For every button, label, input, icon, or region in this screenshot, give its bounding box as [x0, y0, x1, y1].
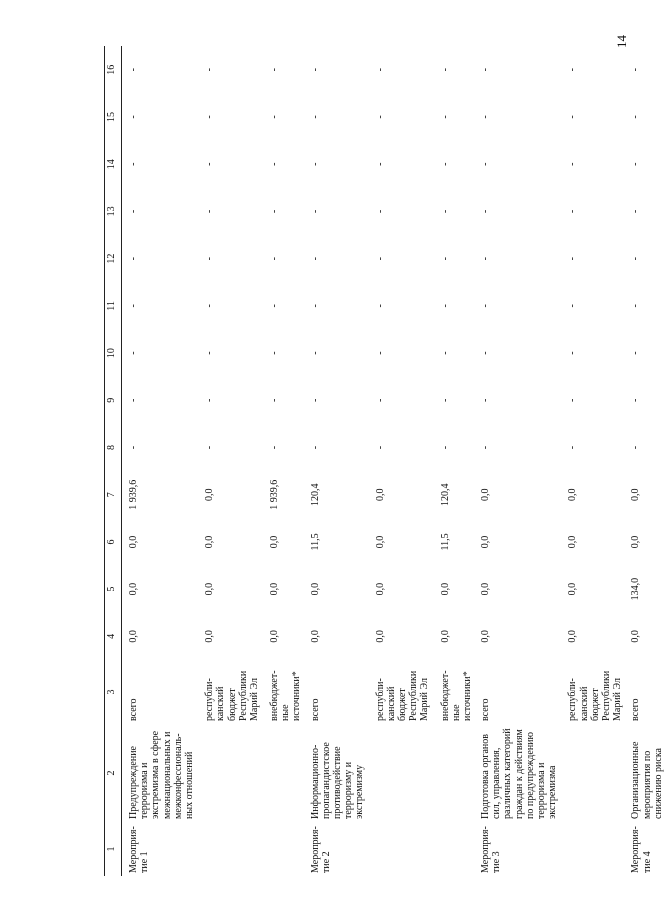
value-cell: - [630, 209, 642, 214]
value-cell: - [374, 304, 386, 308]
funding-source-cell: республи- канский бюджет Республики Марий Эл [567, 670, 624, 721]
rotated-table-container [104, 46, 664, 876]
column-header: 1 [105, 822, 122, 876]
value-cell: - [309, 351, 321, 355]
value-cell: 134,0 [630, 577, 642, 601]
value-cell: 0,0 [567, 535, 579, 549]
value-cell: - [269, 256, 281, 261]
value-cell: - [439, 68, 451, 72]
value-cell: 0,0 [439, 582, 451, 596]
value-cell: - [567, 209, 579, 214]
funding-source-cell: республи- канский бюджет Республики Марий Эл [374, 670, 431, 721]
activity-number-cell [261, 822, 304, 876]
value-cell: 1 939,6 [269, 479, 281, 510]
value-cell: 120,4 [309, 483, 321, 506]
value-cell: 0,0 [630, 488, 642, 501]
value-cell: 0,0 [630, 630, 642, 643]
table-row [367, 46, 432, 876]
funding-source-cell: всего [630, 698, 642, 721]
value-cell: - [567, 445, 579, 450]
value-cell: - [439, 256, 451, 261]
value-cell: - [567, 351, 579, 355]
value-cell: - [567, 398, 579, 402]
value-cell: 0,0 [480, 488, 492, 501]
activity-number-cell [367, 822, 432, 876]
value-cell: 11,5 [309, 533, 321, 551]
column-header: 10 [105, 329, 122, 376]
funding-source-cell: республи- канский бюджет Республики Марий Эл [204, 670, 260, 721]
activity-name-cell [261, 724, 304, 822]
table-row [122, 46, 197, 876]
value-cell: 0,0 [269, 582, 281, 596]
value-cell: 0,0 [309, 630, 321, 643]
value-cell: - [480, 304, 492, 308]
value-cell: - [630, 256, 642, 261]
column-header: 13 [105, 188, 122, 235]
value-cell: - [630, 162, 642, 166]
value-cell: - [204, 209, 216, 214]
value-cell: - [480, 68, 492, 72]
value-cell: - [128, 398, 139, 402]
column-header: 7 [105, 471, 122, 518]
funding-source-cell: всего [128, 698, 139, 721]
activity-number-cell [196, 822, 261, 876]
value-cell: - [269, 351, 281, 355]
value-cell: 11,5 [439, 533, 451, 551]
value-cell: - [439, 115, 451, 119]
activity-number-cell: Мероприя- тие 2 [309, 826, 332, 873]
value-cell: - [439, 398, 451, 402]
value-cell: 0,0 [204, 535, 216, 549]
activity-number-cell: Мероприя- тие 4 [630, 826, 653, 873]
value-cell: 0,0 [567, 630, 579, 643]
column-header: 12 [105, 235, 122, 282]
value-cell: - [309, 115, 321, 119]
funding-source-cell: всего [480, 698, 492, 721]
table-row [261, 46, 304, 876]
value-cell: - [128, 68, 139, 72]
activity-number-cell [432, 822, 475, 876]
activity-name-cell: Подготовка органов сил, управления, различных категорий граждан к действиям по предупреждению терроризма и экстремизма [480, 728, 559, 819]
value-cell: - [309, 445, 321, 450]
value-cell: - [630, 351, 642, 355]
value-cell: - [128, 115, 139, 119]
value-cell: 0,0 [269, 630, 281, 643]
value-cell: - [439, 304, 451, 308]
value-cell: - [204, 68, 216, 72]
value-cell: - [309, 304, 321, 308]
value-cell: - [204, 256, 216, 261]
value-cell: 1 939,6 [128, 479, 139, 510]
value-cell: - [567, 115, 579, 119]
activity-name-cell [432, 724, 475, 822]
column-header: 9 [105, 377, 122, 424]
page-number: 14 [614, 35, 629, 48]
value-cell: - [204, 398, 216, 402]
table-body [122, 46, 665, 876]
value-cell: - [204, 445, 216, 450]
value-cell: 0,0 [128, 630, 139, 643]
value-cell: - [204, 304, 216, 308]
header-row [105, 46, 122, 876]
value-cell: 0,0 [128, 582, 139, 596]
value-cell: 0,0 [374, 488, 386, 501]
value-cell: - [204, 351, 216, 355]
value-cell: - [567, 256, 579, 261]
value-cell: - [269, 209, 281, 214]
column-header: 5 [105, 566, 122, 613]
value-cell: - [269, 445, 281, 450]
funding-source-cell: внебюджет- ные источники* [439, 670, 473, 721]
column-header: 3 [105, 660, 122, 724]
table-row [432, 46, 475, 876]
value-cell: 0,0 [567, 488, 579, 501]
value-cell: - [128, 209, 139, 214]
activity-number-cell: Мероприя- тие 3 [480, 826, 503, 873]
value-cell: - [374, 115, 386, 119]
value-cell: - [480, 445, 492, 450]
value-cell: - [374, 209, 386, 214]
column-header: 4 [105, 613, 122, 660]
value-cell: - [309, 256, 321, 261]
value-cell: - [374, 398, 386, 402]
value-cell: 0,0 [269, 535, 281, 549]
value-cell: 0,0 [204, 488, 216, 501]
activity-name-cell: Предупреждение терроризма и экстремизма в сфере межнациональных и межконфессиональ- ных отношений [128, 730, 195, 819]
value-cell: - [630, 115, 642, 119]
value-cell: - [439, 162, 451, 166]
value-cell: - [309, 209, 321, 214]
value-cell: - [439, 445, 451, 450]
value-cell: - [269, 304, 281, 308]
value-cell: 0,0 [480, 630, 492, 643]
value-cell: 0,0 [439, 630, 451, 643]
column-header: 16 [105, 46, 122, 93]
value-cell: - [269, 68, 281, 72]
column-header: 6 [105, 518, 122, 565]
value-cell: - [480, 351, 492, 355]
value-cell: 0,0 [309, 582, 321, 596]
column-header: 2 [105, 724, 122, 822]
funding-source-cell: всего [309, 698, 321, 721]
value-cell: - [309, 398, 321, 402]
value-cell: - [480, 115, 492, 119]
table-row [559, 46, 624, 876]
value-cell: 0,0 [204, 582, 216, 596]
column-header: 11 [105, 282, 122, 329]
value-cell: - [480, 256, 492, 261]
column-header: 15 [105, 93, 122, 140]
value-cell: 0,0 [374, 630, 386, 643]
value-cell: - [630, 445, 642, 450]
value-cell: 0,0 [374, 535, 386, 549]
value-cell: - [204, 162, 216, 166]
value-cell: - [480, 398, 492, 402]
value-cell: - [567, 68, 579, 72]
value-cell: 0,0 [204, 630, 216, 643]
financing-table [104, 46, 665, 876]
value-cell: - [630, 398, 642, 402]
value-cell: 0,0 [567, 582, 579, 596]
funding-source-cell: внебюджет- ные источники* [269, 670, 303, 721]
value-cell: - [567, 162, 579, 166]
value-cell: - [269, 398, 281, 402]
table-row [304, 46, 367, 876]
value-cell: 0,0 [480, 582, 492, 596]
column-header: 14 [105, 141, 122, 188]
value-cell: - [128, 351, 139, 355]
value-cell: - [630, 68, 642, 72]
value-cell: - [374, 351, 386, 355]
value-cell: - [374, 256, 386, 261]
value-cell: - [630, 304, 642, 308]
value-cell: - [374, 445, 386, 450]
value-cell: - [128, 445, 139, 450]
activity-number-cell [559, 822, 624, 876]
value-cell: - [309, 162, 321, 166]
activity-name-cell [367, 724, 432, 822]
value-cell: - [480, 162, 492, 166]
value-cell: - [128, 162, 139, 166]
value-cell: - [439, 209, 451, 214]
value-cell: - [204, 115, 216, 119]
value-cell: 0,0 [374, 582, 386, 596]
value-cell: - [128, 256, 139, 261]
activity-name-cell: Информационно- пропагандистское противодействие терроризму и экстремизму [309, 742, 366, 819]
table-row [624, 46, 665, 876]
value-cell: 120,4 [439, 483, 451, 506]
value-cell: - [439, 351, 451, 355]
value-cell: - [309, 68, 321, 72]
activity-name-cell [559, 724, 624, 822]
column-header: 8 [105, 424, 122, 471]
activity-name-cell [196, 724, 261, 822]
value-cell: - [567, 304, 579, 308]
value-cell: 0,0 [630, 535, 642, 549]
value-cell: 0,0 [128, 535, 139, 549]
value-cell: - [480, 209, 492, 214]
value-cell: - [128, 304, 139, 308]
value-cell: 0,0 [480, 535, 492, 549]
activity-name-cell: Организационные мероприятия по снижению риска [630, 741, 664, 819]
table-row [196, 46, 261, 876]
value-cell: - [269, 115, 281, 119]
value-cell: - [374, 68, 386, 72]
value-cell: - [269, 162, 281, 166]
activity-number-cell: Мероприя- тие 1 [128, 826, 151, 873]
table-row [474, 46, 559, 876]
value-cell: - [374, 162, 386, 166]
